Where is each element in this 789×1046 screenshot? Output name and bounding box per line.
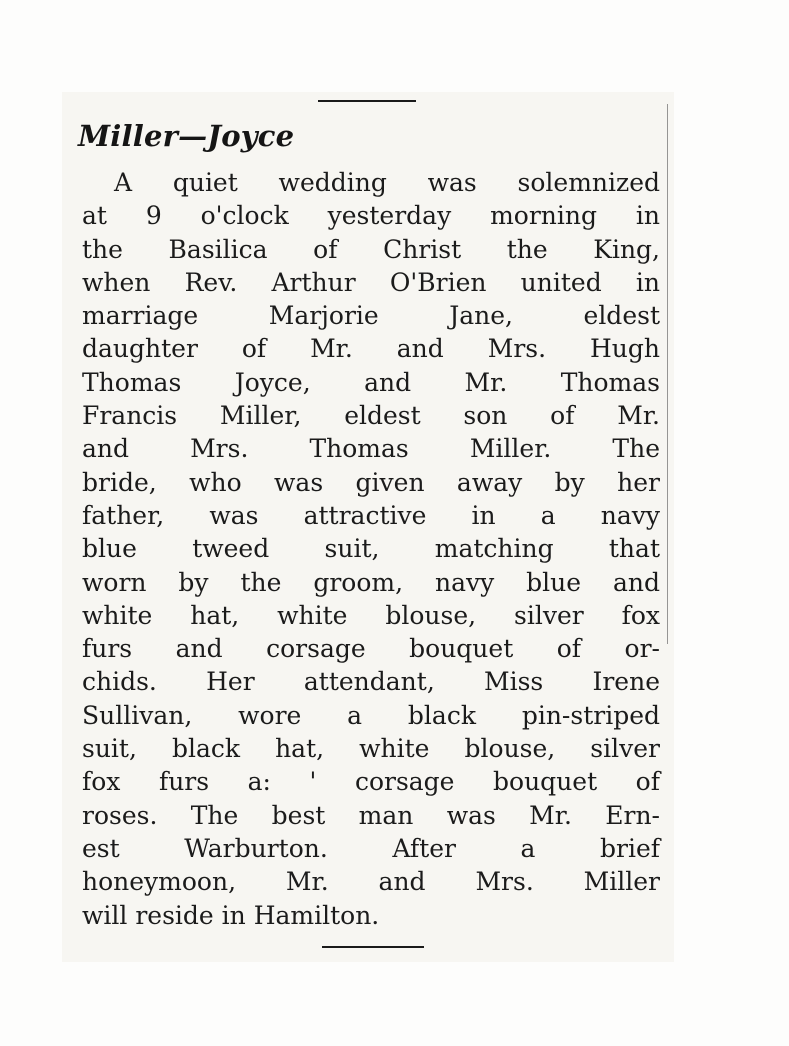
body-line: furs and corsage bouquet of or- — [82, 634, 660, 664]
article-body — [82, 166, 660, 932]
body-line: at 9 o'clock yesterday morning in — [82, 201, 660, 231]
body-line: chids. Her attendant, Miss Irene — [82, 667, 660, 697]
body-line: fox furs a: ' corsage bouquet of — [82, 767, 660, 797]
body-line: bride, who was given away by her — [82, 467, 660, 497]
body-line: will reside in Hamilton. — [82, 900, 380, 930]
body-line: blue tweed suit, matching that — [82, 534, 660, 564]
bottom-separator-rule — [322, 946, 424, 948]
body-line: when Rev. Arthur O'Brien united in — [82, 267, 660, 297]
body-line: father, was attractive in a navy — [82, 500, 660, 530]
body-line: worn by the groom, navy blue and — [82, 567, 660, 597]
body-line: the Basilica of Christ the King, — [82, 234, 660, 264]
body-line: and Mrs. Thomas Miller. The — [82, 434, 660, 464]
body-line: Sullivan, wore a black pin-striped — [82, 700, 660, 730]
body-line: suit, black hat, white blouse, silver — [82, 734, 660, 764]
body-line: Thomas Joyce, and Mr. Thomas — [82, 367, 660, 397]
body-line: marriage Marjorie Jane, eldest — [82, 301, 660, 331]
body-line: honeymoon, Mr. and Mrs. Miller — [82, 867, 660, 897]
body-line: est Warburton. After a brief — [82, 833, 660, 863]
body-line: Francis Miller, eldest son of Mr. — [82, 401, 660, 431]
body-line: daughter of Mr. and Mrs. Hugh — [82, 334, 660, 364]
column-edge-line — [667, 104, 668, 644]
top-separator-rule — [318, 100, 416, 102]
body-line: A quiet wedding was solemnized — [114, 168, 660, 197]
body-line: roses. The best man was Mr. Ern- — [82, 800, 660, 830]
article-headline: Miller—Joyce — [78, 119, 295, 153]
body-line: white hat, white blouse, silver fox — [82, 600, 660, 630]
